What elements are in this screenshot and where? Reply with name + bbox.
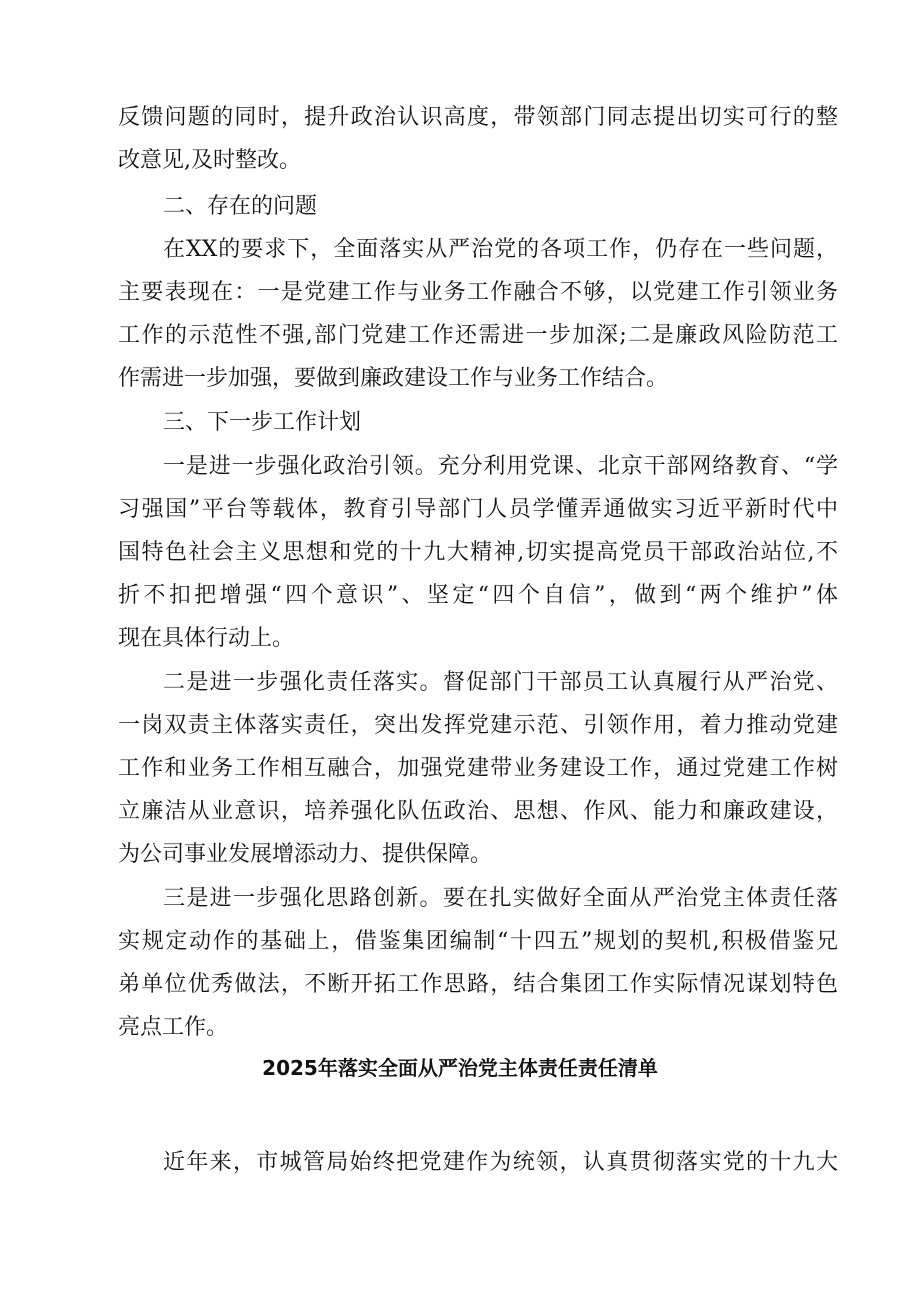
paragraph-line: 立廉洁从业意识，培养强化队伍政治、思想、作风、能力和廉政建设， [118, 799, 838, 824]
paragraph-line: 工作和业务工作相互融合，加强党建带业务建设工作，通过党建工作树 [118, 756, 838, 781]
paragraph-line: 折不扣把增强“四个意识”、坚定“四个自信”，做到“两个维护”体 [118, 583, 838, 608]
paragraph-line: 习强国”平台等载体，教育引导部门人员学懂弄通做实习近平新时代中 [118, 497, 838, 522]
paragraph-line: 反馈问题的同时，提升政治认识高度，带领部门同志提出切实可行的整 [118, 105, 838, 130]
paragraph-line: 工作的示范性不强,部门党建工作还需进一步加深;二是廉政风险防范工 [118, 323, 838, 348]
paragraph-line: 为公司事业发展增添动力、提供保障。 [118, 842, 493, 867]
document-title: 2025年落实全面从严治党主体责任责任清单 [262, 1056, 658, 1080]
paragraph-line: 弟单位优秀做法，不断开拓工作思路，结合集团工作实际情况谋划特色 [118, 972, 838, 997]
paragraph-line: 一是进一步强化政治引领。充分利用党课、北京干部网络教育、“学 [163, 454, 838, 479]
paragraph-line: 在XX的要求下，全面落实从严治党的各项工作，仍存在一些问题， [163, 237, 838, 262]
paragraph-line: 改意见,及时整改。 [118, 148, 301, 173]
paragraph-line: 二是进一步强化责任落实。督促部门干部员工认真履行从严治党、 [163, 670, 838, 695]
paragraph-line: 亮点工作。 [118, 1015, 229, 1040]
section-heading: 二、存在的问题 [163, 194, 318, 219]
paragraph-line: 作需进一步加强，要做到廉政建设工作与业务工作结合。 [118, 366, 669, 391]
paragraph-line: 近年来，市城管局始终把党建作为统领，认真贯彻落实党的十九大 [163, 1150, 838, 1175]
paragraph-line: 三是进一步强化思路创新。要在扎实做好全面从严治党主体责任落 [163, 886, 838, 911]
paragraph-line: 一岗双责主体落实责任，突出发挥党建示范、引领作用，着力推动党建 [118, 713, 838, 738]
paragraph-line: 国特色社会主义思想和党的十九大精神,切实提高党员干部政治站位,不 [118, 540, 838, 565]
section-heading: 三、下一步工作计划 [163, 410, 362, 435]
paragraph-line: 主要表现在：一是党建工作与业务工作融合不够，以党建工作引领业务 [118, 280, 838, 305]
paragraph-line: 实规定动作的基础上，借鉴集团编制“十四五”规划的契机,积极借鉴兄 [118, 929, 838, 954]
paragraph-line: 现在具体行动上。 [118, 626, 295, 651]
